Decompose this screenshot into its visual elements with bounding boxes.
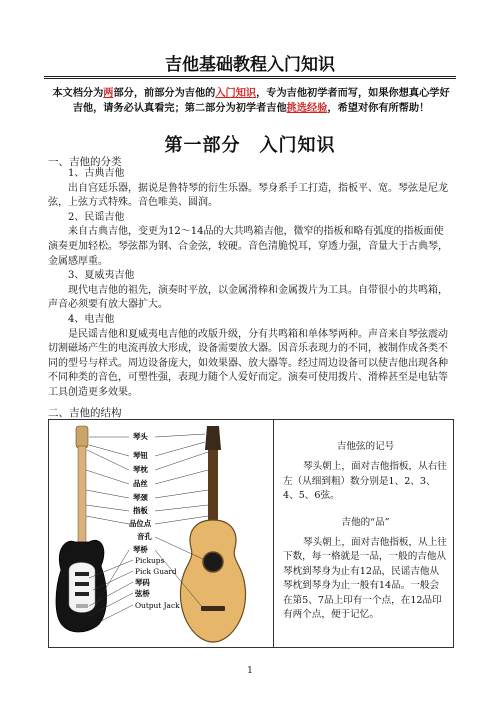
electric-bridge: [76, 604, 88, 608]
electric-headstock: [76, 426, 88, 448]
label-tuner: 琴钮: [133, 451, 148, 460]
item2-text: 来自古典吉他，变更为12～14品的大共鸣箱吉他，微窄的指板和略有弧度的指板面使演奏更加轻松。琴弦都为钢、合金弦，较硬。音色清脆悦耳，穿透力强，音量大于古典琴，金属感厚重。: [48, 226, 448, 267]
item1-text: 出自宫廷乐器，据说是鲁特琴的衍生乐器。琴身系手工打造，指板平、宽。琴弦是尼龙弦，上弦方式特殊。音色唯美、圆润。: [48, 182, 448, 209]
acoustic-bridge: [201, 606, 225, 611]
string-notation-text: 琴头朝上，面对吉他指板，从右往左（从细到粗）数分别是1、2、3、4、5、6弦。: [283, 461, 447, 502]
string-notation-heading: 吉他弦的记号: [336, 441, 395, 452]
acoustic-neck: [208, 450, 218, 524]
pickup-1: [75, 572, 89, 576]
item4-title: 4、电吉他: [68, 313, 115, 325]
label-fret: 品丝: [133, 479, 148, 488]
item4-text: 是民谣吉他和夏威夷电吉他的改版升级，分有共鸣箱和单体琴两种。声音来自琴弦震动切割磁场产生的电流再放大形成，设备需要放大器。因音乐表现力的不同，被制作成各类不同的型号与样式。周边设备庞大，如效果器、放大器等。经过周边设备可以使吉他出现各种不同种类的音色，可塑性强，表现力随个人爱好而定。演奏可使用拨片、滑棒甚至是电钻等工具创造更多效果。: [48, 328, 448, 398]
intro-emphasis-2: 入门知识: [215, 87, 257, 99]
pickup-3: [75, 592, 89, 596]
fret-text: 琴头朝上，面对吉他指板，从上往下数，每一格就是一品，一般的吉他从琴枕到琴身为止有12品，民谣吉他从琴枕到琴身为止一般有14品。一般会在第5、7品上印有一个点，在12品印有两个点，便于记忆。: [283, 537, 447, 621]
title-rule-top: [44, 76, 456, 77]
item3-title: 3、夏威夷吉他: [68, 270, 135, 282]
item1-title: 1、古典吉他: [68, 168, 125, 179]
pickup-2: [75, 582, 89, 586]
acoustic-body: [180, 520, 245, 642]
acoustic-guitar-icon: [180, 426, 245, 642]
guitar-diagram: [49, 420, 273, 647]
label-saddle: 琴码: [135, 578, 150, 587]
section1-body: [48, 167, 453, 401]
label-fingerboard: 指板: [133, 506, 148, 515]
label-headstock: 琴头: [133, 432, 148, 441]
item2-title: 2、民谣吉他: [68, 211, 125, 223]
acoustic-headstock: [205, 426, 221, 450]
intro-text-1: 本文档分为: [52, 87, 104, 99]
label-nut: 琴枕: [133, 465, 148, 474]
label-neck: 琴颈: [133, 493, 148, 502]
item3-text: 现代电吉他的祖先，演奏时平放，以金属滑棒和金属拨片为工具。自带很小的共鸣箱，声音必须要有放大器扩大。: [48, 284, 448, 311]
intro-text-2: 部分，前部分为吉他的: [113, 87, 216, 99]
section2-heading: 二、吉他的结构: [48, 407, 122, 419]
label-position-marker: 品位点: [129, 519, 152, 528]
electric-neck: [78, 446, 86, 544]
label-bridge: 琴桥: [133, 545, 148, 554]
section1-heading: 一、吉他的分类: [48, 156, 122, 168]
intro-emphasis-3: 挑选经验: [286, 102, 328, 114]
intro-emphasis-1: 两: [103, 87, 114, 99]
label-output-jack: Output Jack: [135, 601, 180, 610]
figure-notes: [283, 428, 448, 622]
figure-divider: [273, 420, 274, 647]
intro-text-4: ，希望对你有所帮助！: [327, 102, 430, 114]
document-title: 吉他基础教程入门知识: [165, 55, 335, 75]
label-pickups: Pickups: [135, 556, 165, 565]
label-string-bridge: 弦桥: [135, 589, 150, 598]
intro-paragraph: [52, 86, 450, 116]
label-sound-hole: 音孔: [137, 532, 152, 541]
intro-text-3: ，专为吉他初学者而写，如果你想真心学好吉他，请务必认真看完；第二部分为初学者吉他: [72, 87, 450, 114]
electric-guitar-icon: [56, 426, 107, 632]
figure-labels: [129, 432, 180, 610]
part-title: 第一部分 入门知识: [164, 135, 336, 156]
sound-hole: [203, 552, 223, 572]
fret-heading: 吉他的“品”: [341, 516, 390, 528]
label-pick-guard: Pick Guard: [135, 567, 177, 576]
guitar-structure-figure: [48, 419, 454, 648]
title-rule-bottom: [44, 78, 456, 79]
page-number: 1: [247, 666, 253, 676]
